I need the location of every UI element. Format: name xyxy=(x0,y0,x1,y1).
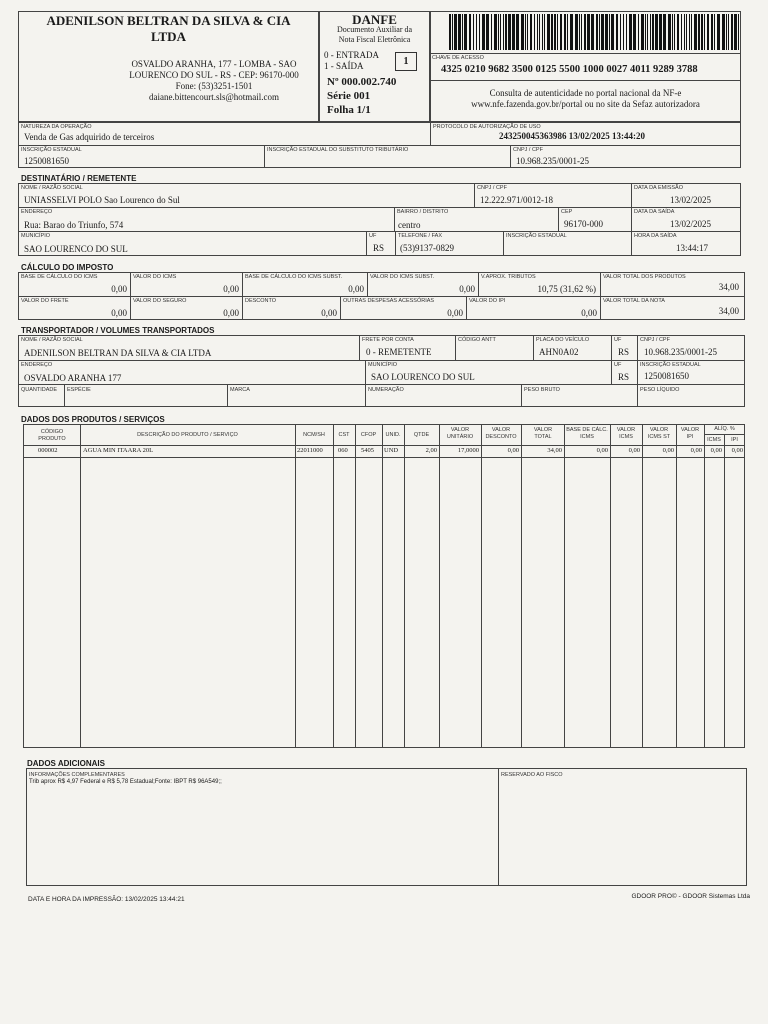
imposto-titulo: CÁLCULO DO IMPOSTO xyxy=(21,263,114,272)
dest-nome-label: NOME / RAZÃO SOCIAL xyxy=(21,185,83,191)
th-vtotal: VALOR TOTAL xyxy=(533,427,553,440)
bc-st-valor: 0,00 xyxy=(348,284,364,294)
trib-valor: 10,75 (31,62 %) xyxy=(537,284,596,294)
transp-placa-label: PLACA DO VEÍCULO xyxy=(536,337,590,343)
icms-label: VALOR DO ICMS xyxy=(133,274,177,280)
chave-consulta1: Consulta de autenticidade no portal nacional da NF-e xyxy=(489,88,682,98)
danfe-subtitulo xyxy=(319,25,430,45)
bc-icms-valor: 0,00 xyxy=(111,284,127,294)
th-v-icms: VALOR ICMS xyxy=(616,427,636,440)
item-vtotal: 34,00 xyxy=(547,447,562,454)
bc-st-label: BASE DE CÁLCULO DO ICMS SUBST. xyxy=(245,274,343,280)
icms-valor: 0,00 xyxy=(223,284,239,294)
danfe-serie: Série 001 xyxy=(327,90,371,102)
transp-marca-label: MARCA xyxy=(230,387,250,393)
info-label: INFORMAÇÕES COMPLEMENTARES xyxy=(29,772,125,778)
item-vunit: 17,0000 xyxy=(457,447,479,454)
outras-label: OUTRAS DESPESAS ACESSÓRIAS xyxy=(343,298,435,304)
dest-bairro-valor: centro xyxy=(398,220,421,230)
item-bc-icms: 0,00 xyxy=(596,447,608,454)
th-vdesc: VALOR DESCONTO xyxy=(485,427,517,440)
item-vdesc: 0,00 xyxy=(507,447,519,454)
danfe-titulo: DANFE xyxy=(352,12,397,27)
transportador-box xyxy=(18,335,745,407)
transp-peso-bruto-label: PESO BRUTO xyxy=(524,387,560,393)
item-codigo: 000002 xyxy=(38,447,58,454)
dest-cep-valor: 96170-000 xyxy=(564,219,603,229)
item-v-ipi: 0,00 xyxy=(690,447,702,454)
th-unid: UNID. xyxy=(385,432,401,438)
total-prod-valor: 34,00 xyxy=(718,282,739,292)
th-vunit: VALOR UNITÁRIO xyxy=(446,427,474,440)
transp-uf2-label: UF xyxy=(614,362,622,368)
item-ncm: 22011000 xyxy=(297,447,323,454)
ie-valor: 1250081650 xyxy=(24,156,69,166)
protocolo-label: PROTOCOLO DE AUTORIZAÇÃO DE USO xyxy=(433,124,541,130)
transp-municipio-valor: SAO LOURENCO DO SUL xyxy=(371,372,475,382)
danfe-subtitulo2: Nota Fiscal Eletrônica xyxy=(338,35,411,44)
dest-fone-label: TELEFONE / FAX xyxy=(398,233,443,239)
reservado-label: RESERVADO AO FISCO xyxy=(501,772,563,778)
dest-emissao-valor: 13/02/2025 xyxy=(669,195,711,205)
ie-label: INSCRIÇÃO ESTADUAL xyxy=(21,147,82,153)
dest-uf-valor: RS xyxy=(373,243,385,253)
dest-hora-label: HORA DA SAÍDA xyxy=(634,233,677,239)
total-prod-label: VALOR TOTAL DOS PRODUTOS xyxy=(603,274,686,280)
dest-emissao-label: DATA DA EMISSÃO xyxy=(634,185,684,191)
frete-label: VALOR DO FRETE xyxy=(21,298,69,304)
transp-numeracao-label: NUMERAÇÃO xyxy=(368,387,404,393)
transp-ie-valor: 1250081650 xyxy=(644,371,689,381)
th-descricao: DESCRIÇÃO DO PRODUTO / SERVIÇO xyxy=(137,432,238,438)
item-cst: 060 xyxy=(338,447,348,454)
dest-ie-label: INSCRIÇÃO ESTADUAL xyxy=(506,233,567,239)
dest-bairro-label: BAIRRO / DISTRITO xyxy=(397,209,449,215)
total-nota-valor: 34,00 xyxy=(718,306,739,316)
trib-label: V.APROX. TRIBUTOS xyxy=(481,274,536,280)
protocolo-valor: 243250045363986 13/02/2025 13:44:20 xyxy=(499,131,645,141)
transp-nome-label: NOME / RAZÃO SOCIAL xyxy=(21,337,83,343)
transp-especie-label: ESPÉCIE xyxy=(67,387,91,393)
sistema-credito: GDOOR PRO© - GDOOR Sistemas Ltda xyxy=(631,893,750,900)
item-descricao: AGUA MIN ITAARA 20L xyxy=(83,447,154,454)
transp-peso-liquido-label: PESO LÍQUIDO xyxy=(640,387,680,393)
cnpj-emit-valor: 10.968.235/0001-25 xyxy=(516,156,589,166)
outras-valor: 0,00 xyxy=(447,308,463,318)
emitente-endereco-linha2: LOURENCO DO SUL - RS - CEP: 96170-000 xyxy=(129,70,299,80)
transp-nome-valor: ADENILSON BELTRAN DA SILVA & CIA LTDA xyxy=(24,348,212,358)
produtos-titulo: DADOS DOS PRODUTOS / SERVIÇOS xyxy=(21,415,165,424)
danfe-saida: 1 - SAÍDA xyxy=(324,61,364,71)
adicionais-titulo: DADOS ADICIONAIS xyxy=(27,759,105,768)
th-aliq-ipi: IPI xyxy=(731,437,738,443)
transp-endereco-label: ENDEREÇO xyxy=(21,362,53,368)
dest-uf-label: UF xyxy=(369,233,377,239)
destinatario-titulo: DESTINATÁRIO / REMETENTE xyxy=(21,174,137,183)
natureza-valor: Venda de Gas adquirido de terceiros xyxy=(24,132,155,142)
item-v-icms-st: 0,00 xyxy=(662,447,674,454)
dest-municipio-valor: SAO LOURENCO DO SUL xyxy=(24,244,128,254)
dest-hora-valor: 13:44:17 xyxy=(675,243,708,253)
emitente-email: daiane.bittencourt.sls@hotmail.com xyxy=(148,92,279,102)
transp-cnpj-valor: 10.968.235/0001-25 xyxy=(644,347,717,357)
danfe-folha: Folha 1/1 xyxy=(327,104,371,116)
produtos-table xyxy=(23,424,745,748)
emitente-nome-linha1: ADENILSON BELTRAN DA SILVA & CIA xyxy=(46,13,291,28)
dest-municipio-label: MUNICÍPIO xyxy=(21,233,51,239)
th-ncm: NCM/SH xyxy=(303,432,325,438)
desconto-label: DESCONTO xyxy=(245,298,277,304)
dest-saida-valor: 13/02/2025 xyxy=(669,219,711,229)
transp-municipio-label: MUNICÍPIO xyxy=(368,362,398,368)
emitente-fone: Fone: (53)3251-1501 xyxy=(175,81,253,91)
th-aliq: ALÍQ. % xyxy=(714,426,735,432)
danfe-entrada: 0 - ENTRADA xyxy=(324,50,379,60)
info-valor: Trib aprox R$ 4,97 Federal e R$ 5,78 Estadual;Fonte: IBPT R$ 96A549;; xyxy=(29,779,222,785)
chave-consulta xyxy=(430,88,741,110)
adicionais-box xyxy=(26,768,747,886)
dest-fone-valor: (53)9137-0829 xyxy=(400,243,454,253)
dest-saida-label: DATA DA SAÍDA xyxy=(634,209,675,215)
seguro-label: VALOR DO SEGURO xyxy=(133,298,187,304)
danfe-numero: Nº 000.002.740 xyxy=(327,76,397,88)
th-cst: CST xyxy=(338,432,350,438)
transp-uf-label: UF xyxy=(614,337,622,343)
dest-endereco-label: ENDEREÇO xyxy=(21,209,53,215)
desconto-valor: 0,00 xyxy=(321,308,337,318)
transp-uf2-valor: RS xyxy=(618,372,630,382)
th-v-ipi: VALOR IPI xyxy=(680,427,700,440)
dest-cep-label: CEP xyxy=(561,209,573,215)
danfe-subtitulo1: Documento Auxiliar da xyxy=(336,25,413,34)
transp-endereco-valor: OSVALDO ARANHA 177 xyxy=(24,373,122,383)
transp-frete-label: FRETE POR CONTA xyxy=(362,337,414,343)
transp-placa-valor: AHN0A02 xyxy=(539,347,579,357)
chave-valor: 4325 0210 9682 3500 0125 5500 1000 0027 4011 9289 3788 xyxy=(441,64,698,75)
emitente-nome xyxy=(18,13,319,45)
chave-label: CHAVE DE ACESSO xyxy=(432,55,484,61)
item-aliq-ipi: 0,00 xyxy=(731,447,743,454)
chave-consulta2: www.nfe.fazenda.gov.br/portal ou no site da Sefaz autorizadora xyxy=(471,99,700,109)
cnpj-emit-label: CNPJ / CPF xyxy=(513,147,543,153)
icms-st-label: VALOR DO ICMS SUBST. xyxy=(370,274,435,280)
natureza-label: NATUREZA DA OPERAÇÃO xyxy=(21,124,92,130)
ie-st-label: INSCRIÇÃO ESTADUAL DO SUBSTITUTO TRIBUTÁRIO xyxy=(267,147,409,153)
dest-cnpj-valor: 12.222.971/0012-18 xyxy=(480,195,553,205)
ipi-valor: 0,00 xyxy=(581,308,597,318)
icms-st-valor: 0,00 xyxy=(459,284,475,294)
dest-nome-valor: UNIASSELVI POLO Sao Lourenco do Sul xyxy=(24,195,180,205)
ipi-label: VALOR DO IPI xyxy=(469,298,506,304)
item-qtde: 2,00 xyxy=(425,447,437,454)
transportador-titulo: TRANSPORTADOR / VOLUMES TRANSPORTADOS xyxy=(21,326,215,335)
item-v-icms: 0,00 xyxy=(628,447,640,454)
dest-endereco-valor: Rua: Barao do Triunfo, 574 xyxy=(24,220,124,230)
impressao-data: DATA E HORA DA IMPRESSÃO: 13/02/2025 13:44:21 xyxy=(28,896,185,903)
item-aliq-icms: 0,00 xyxy=(710,447,722,454)
frete-valor: 0,00 xyxy=(111,308,127,318)
total-nota-label: VALOR TOTAL DA NOTA xyxy=(603,298,665,304)
th-bc-icms: BASE DE CÁLC. ICMS xyxy=(566,427,608,440)
transp-quantidade-label: QUANTIDADE xyxy=(21,387,58,393)
th-v-icms-st: VALOR ICMS ST xyxy=(647,427,671,440)
barcode xyxy=(449,14,741,50)
th-qtde: QTDE xyxy=(413,432,430,438)
th-cfop: CFOP xyxy=(360,432,377,438)
bc-icms-label: BASE DE CÁLCULO DO ICMS xyxy=(21,274,98,280)
emitente-nome-linha2: LTDA xyxy=(151,29,186,44)
transp-frete-valor: 0 - REMETENTE xyxy=(366,347,432,357)
th-aliq-icms: ICMS xyxy=(707,437,721,443)
emitente-endereco-linha1: OSVALDO ARANHA, 177 - LOMBA - SAO xyxy=(131,59,297,69)
th-codigo: CÓDIGO PRODUTO xyxy=(38,429,66,442)
danfe-tipo: 1 xyxy=(395,52,417,71)
transp-ie-label: INSCRIÇÃO ESTADUAL xyxy=(640,362,701,368)
item-unid: UND xyxy=(384,447,399,454)
transp-antt-label: CÓDIGO ANTT xyxy=(458,337,496,343)
transp-uf-valor: RS xyxy=(618,347,630,357)
item-cfop: 5405 xyxy=(361,447,374,454)
dest-cnpj-label: CNPJ / CPF xyxy=(477,185,507,191)
transp-cnpj-label: CNPJ / CPF xyxy=(640,337,670,343)
seguro-valor: 0,00 xyxy=(223,308,239,318)
emitente-endereco xyxy=(110,59,318,103)
